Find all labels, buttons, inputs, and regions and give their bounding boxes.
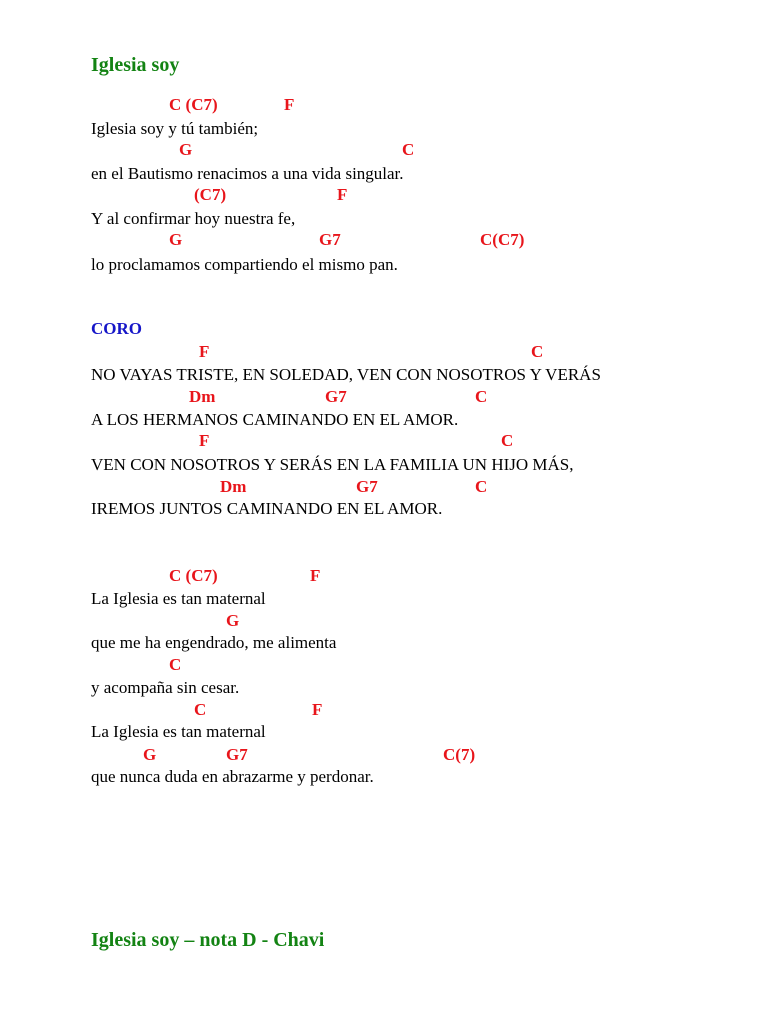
chord: (C7) [194, 185, 227, 204]
chorus-label: CORO [91, 319, 142, 338]
chord: G [179, 140, 193, 159]
chord: C [501, 431, 514, 450]
lyric-line: que nunca duda en abrazarme y perdonar. [91, 767, 374, 786]
chord: G [226, 611, 240, 630]
chord: C(C7) [480, 230, 525, 249]
chord: G7 [356, 477, 378, 496]
lyric-line: Iglesia soy y tú también; [91, 119, 259, 138]
song-title: Iglesia soy [91, 54, 180, 76]
chord: F [199, 342, 210, 361]
chord: F [284, 95, 295, 114]
lyric-line: y acompaña sin cesar. [91, 678, 240, 697]
lyric-line: Y al confirmar hoy nuestra fe, [91, 209, 296, 228]
chord: F [312, 700, 323, 719]
chord: C [194, 700, 207, 719]
lyric-line: La Iglesia es tan maternal [91, 722, 266, 741]
chord: F [199, 431, 210, 450]
chord: C (C7) [169, 95, 218, 114]
chord: F [337, 185, 348, 204]
chord: C [169, 655, 182, 674]
chord: C(7) [443, 745, 476, 764]
lyric-line: IREMOS JUNTOS CAMINANDO EN EL AMOR. [91, 499, 443, 518]
chord: Dm [189, 387, 216, 406]
chord: G7 [226, 745, 248, 764]
chord: C [475, 477, 488, 496]
chord: C (C7) [169, 566, 218, 585]
chord: G [143, 745, 157, 764]
chord: C [531, 342, 544, 361]
lyric-line: VEN CON NOSOTROS Y SERÁS EN LA FAMILIA UN HIJO MÁS, [91, 455, 574, 474]
lyric-line: La Iglesia es tan maternal [91, 589, 266, 608]
chord: Dm [220, 477, 247, 496]
lyric-line: A LOS HERMANOS CAMINANDO EN EL AMOR. [91, 410, 459, 429]
lyric-line: lo proclamamos compartiendo el mismo pan. [91, 255, 398, 274]
lyric-line: en el Bautismo renacimos a una vida singular. [91, 164, 404, 183]
chord: F [310, 566, 321, 585]
lyric-line: NO VAYAS TRISTE, EN SOLEDAD, VEN CON NOSOTROS Y VERÁS [91, 365, 601, 384]
footer-title: Iglesia soy – nota D - Chavi [91, 929, 325, 951]
chord: G7 [325, 387, 347, 406]
chord: G [169, 230, 183, 249]
chord: C [475, 387, 488, 406]
chord: G7 [319, 230, 341, 249]
chord: C [402, 140, 415, 159]
lyric-line: que me ha engendrado, me alimenta [91, 633, 337, 652]
